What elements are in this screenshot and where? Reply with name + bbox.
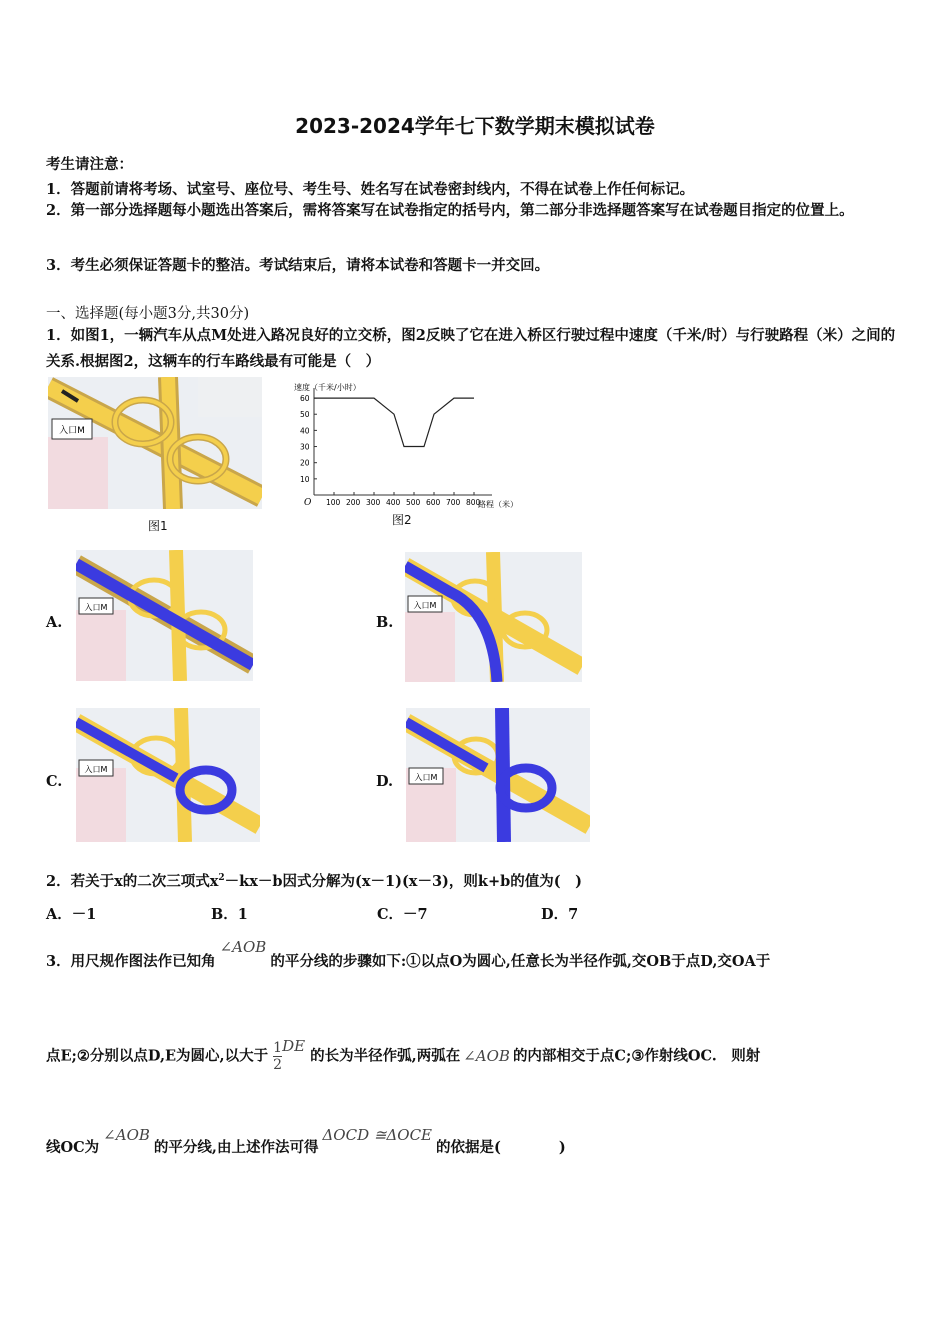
entrance-label: 入口M [84,765,108,774]
q2-option-d[interactable]: D．7 [541,906,579,923]
notice-item-2: 2．第一部分选择题每小题选出答案后，需将答案写在试卷指定的括号内，第二部分非选择题答案写在试卷题目指定的位置上。 [46,202,854,219]
question-2-text: 2．若关于x的二次三项式$x^2-kx-b$因式分解为(x－1)(x－3)，则k+b的值为( ) [46,873,582,890]
x-axis-label: 路程（米） [478,500,518,509]
y-tick-label: 10 [300,474,310,484]
figure-2-caption: 图2 [392,513,412,527]
figure-1-map [48,377,262,509]
q2-option-a[interactable]: A．－1 [46,906,97,923]
notice-item-3: 3．考生必须保证答题卡的整洁。考试结束后，请将本试卷和答题卡一并交回。 [46,257,550,274]
question-3-line-2: 点E;②分别以点D,E为圆心,以大于 $\frac{1}{2}$ DE 的长为半径作弧,两弧在 ∠AOB 的内部相交于点C;③作射线OC. 则射 [46,1036,761,1073]
notice-heading: 考生请注意： [46,156,133,173]
question-1-text: 1．如图1，一辆汽车从点M处进入路况良好的立交桥，图2反映了它在进入桥区行驶过程中速度（千米/时）与行驶路程（米）之间的关系.根据图2，这辆车的行车路线最有可能是（ ） [46,327,896,370]
q2-option-c[interactable]: C．－7 [377,906,428,923]
entrance-label: 入口M [59,426,85,436]
option-c-map[interactable] [76,708,260,842]
option-b-map[interactable] [405,552,582,682]
y-tick-label: 30 [300,442,310,452]
entrance-label: 入口M [84,603,108,612]
option-c-label[interactable]: C. [46,773,63,790]
option-a-label[interactable]: A. [46,614,63,631]
x-tick-label: 800 [466,498,481,507]
x-tick-label: 200 [346,498,361,507]
x-tick-label: 500 [406,498,421,507]
origin-label: O [304,498,312,508]
speed-line [314,398,474,446]
x-tick-label: 100 [326,498,341,507]
y-axis-label: 速度（千米/小时） [294,383,361,392]
question-3-line-3: 线OC为∠AOB的平分线,由上述作法可得ΔOCD ≅ΔOCE的依据是( ) [46,1126,566,1156]
entrance-label: 入口M [413,601,437,610]
x-tick-label: 400 [386,498,401,507]
option-d-label[interactable]: D. [376,773,394,790]
q2-option-b[interactable]: B．1 [211,906,248,923]
option-a-map[interactable] [76,550,253,681]
y-tick-label: 40 [300,426,310,436]
y-tick-label: 60 [300,394,310,404]
notice-item-1: 1．答题前请将考场、试室号、座位号、考生号、姓名写在试卷密封线内，不得在试卷上作任何标记。 [46,181,695,198]
y-tick-label: 50 [300,410,310,420]
x-tick-label: 700 [446,498,461,507]
figure-1-caption: 图1 [148,519,168,533]
entrance-label: 入口M [414,773,438,782]
section-heading: 一、选择题(每小题3分,共30分) [46,306,250,322]
option-d-map[interactable] [406,708,590,842]
option-b-label[interactable]: B. [376,614,394,631]
x-tick-label: 600 [426,498,441,507]
y-tick-label: 20 [300,458,310,468]
x-tick-label: 300 [366,498,381,507]
figure-2-chart [290,380,525,515]
page-title: 2023-2024学年七下数学期末模拟试卷 [295,114,655,138]
question-3-line-1: 3．用尺规作图法作已知角∠AOB的平分线的步骤如下:①以点O为圆心,任意长为半径作弧,交OB于点D,交OA于 [46,938,771,970]
